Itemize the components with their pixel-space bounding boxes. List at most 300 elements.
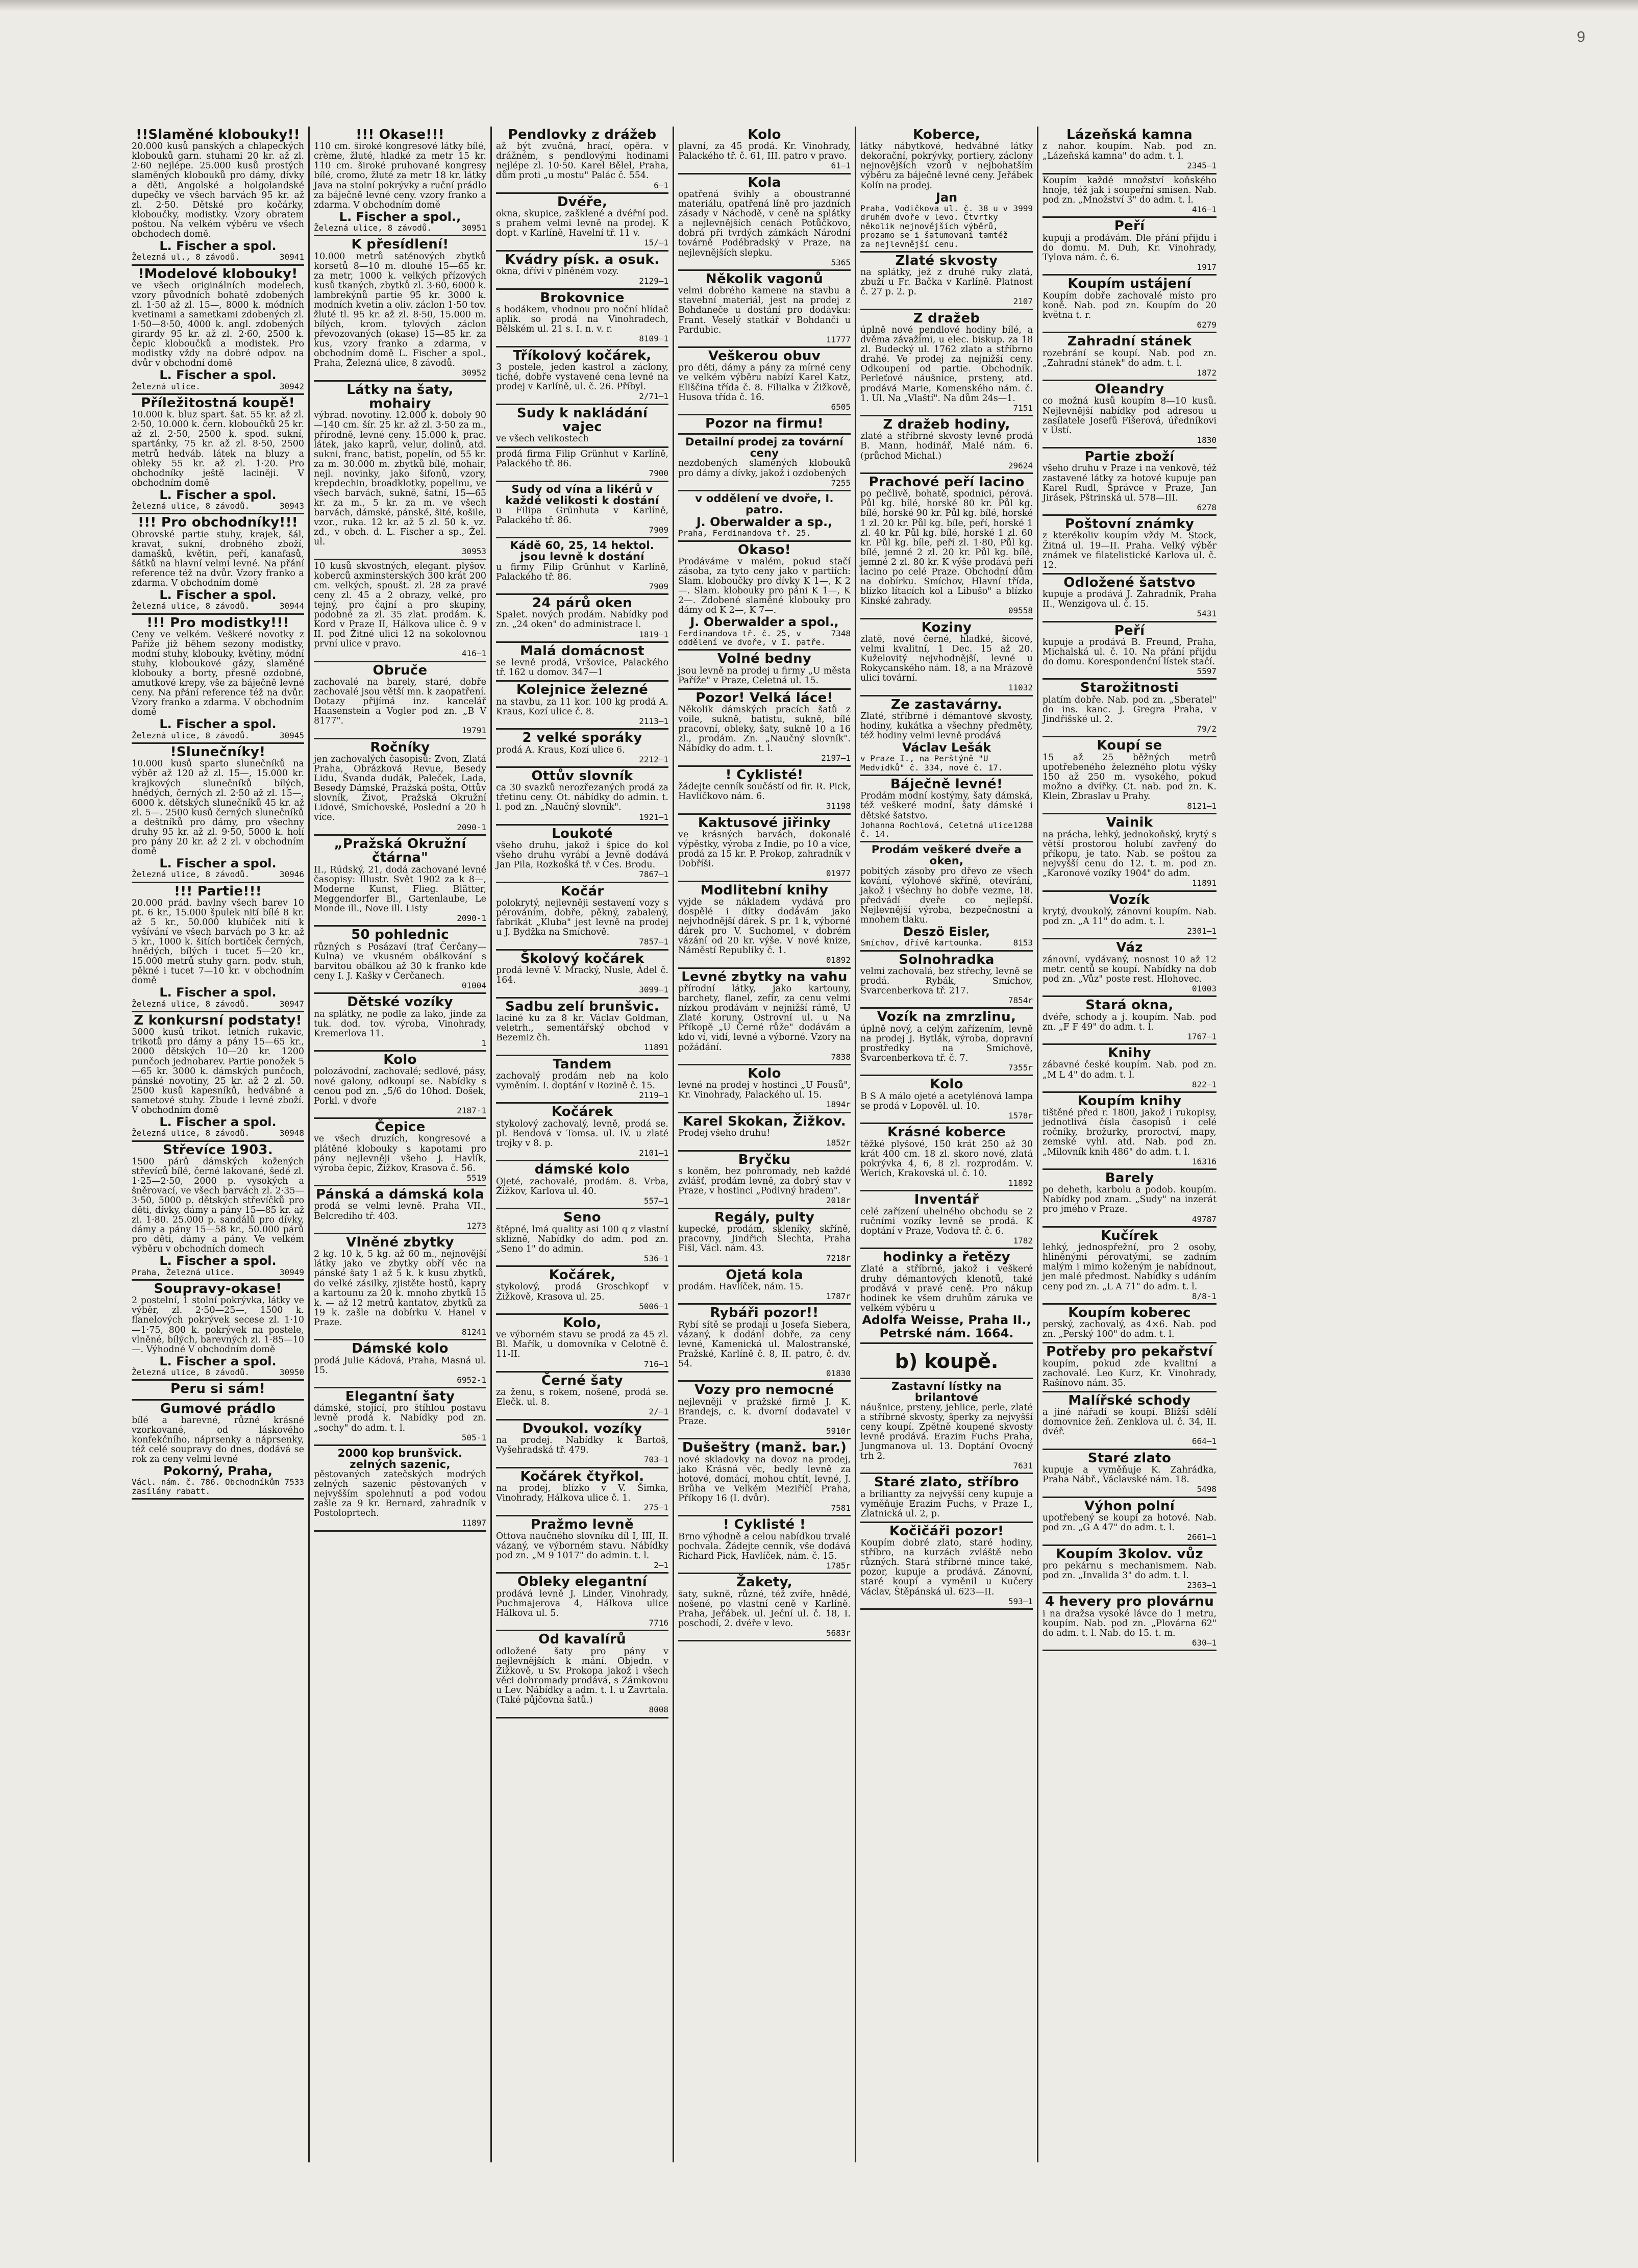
ad-code: 5519 xyxy=(466,1173,486,1183)
ad-signature: L. Fischer a spol., xyxy=(339,209,461,224)
ad-code: 2107 xyxy=(1013,296,1033,307)
ad-headline: Zlaté skvosty xyxy=(895,253,998,268)
ad-footer xyxy=(678,1629,851,1637)
classified-ad xyxy=(496,1574,668,1631)
ad-headline: Levné zbytky na vahu xyxy=(681,969,848,985)
ad-code: 30942 xyxy=(279,381,304,391)
ad-headline: Od kavalírů xyxy=(538,1632,626,1648)
ad-body: Rybí sítě se prodají u Josefa Siebera, vázaný, k dodání dobře, za ceny levné, Kamenická ul. Malostranské, Pražské, Karlíně č. 8, II. patro, č. dv. 54. xyxy=(678,1319,851,1369)
column-1 xyxy=(128,127,310,2162)
classified-ad xyxy=(314,1119,486,1186)
ad-headline: Peru si sám! xyxy=(170,1381,266,1397)
ad-headline: Obleky elegantní xyxy=(517,1574,648,1590)
ad-headline: dámské kolo xyxy=(534,1162,630,1178)
ad-footer xyxy=(496,181,668,190)
ad-body: prodá se velmi levně. Praha VII., Belcrediho tř. 403. xyxy=(314,1201,486,1222)
ad-footer xyxy=(678,1100,851,1109)
ad-headline: Ojetá kola xyxy=(726,1267,803,1283)
ad-footer xyxy=(132,253,304,261)
ad-headline: Brokovnice xyxy=(540,290,625,306)
classified-ad xyxy=(1043,1305,1217,1343)
ad-address: Železná ulice, 8 závodů. xyxy=(132,1128,250,1138)
ad-body: celé zařízení uhelného obchodu se 2 ručními vozíky levně se prodá. K doptání v Praze, Vodova tř. č. 6. xyxy=(860,1206,1033,1236)
ad-address: Smíchov, dřívě kartounka. xyxy=(860,938,983,948)
ad-headline: Vlněné zbytky xyxy=(346,1235,454,1251)
ad-footer xyxy=(678,1561,851,1570)
ad-headline: Koupím koberec xyxy=(1068,1305,1191,1321)
ad-headline: v oddělení ve dvoře, I. patro. xyxy=(695,492,834,516)
ad-code: 2129—1 xyxy=(639,276,668,286)
ad-headline: Karel Skokan, Žižkov. xyxy=(683,1113,846,1129)
ad-headline: Inventář xyxy=(914,1192,979,1208)
ad-headline: Kaktusové jiřinky xyxy=(698,815,831,831)
ad-code: 7348 xyxy=(831,628,851,638)
ad-footer xyxy=(678,1196,851,1205)
ad-code: 7255 xyxy=(831,478,851,488)
ad-headline: Příležitostná koupě! xyxy=(141,395,295,411)
ad-body: velmi dobrého kamene na stavbu a stavební materiál, jest na prodej z Bohdaneče u dostání pro dodávku: Frant. Veselý statkář v Bohdanči u Pardubic. xyxy=(678,286,851,335)
ad-address: Praha, Železná ulice. xyxy=(132,1267,235,1277)
ad-code: 1288 xyxy=(1013,820,1033,830)
ad-code: 30951 xyxy=(461,222,486,233)
ad-body: ve všech originálních modelech, vzory původních bohatě zdobených zl. 1·50 až zl. 15—, 8000 k. módních kvetinami a sametkami zdobených zl. 1·50—8·50, 4000 k. angl. zdobených girardy 95 kr. až zl. 2·60, 2500 k. čepic kloboučků a modistek. Pro modistky vždy na dobré odpov. na dvůr v obchodní domě xyxy=(132,280,304,369)
ad-code: 09558 xyxy=(1008,606,1033,616)
ad-headline: Dámské kolo xyxy=(352,1341,449,1357)
ad-signature: L. Fischer a spol. xyxy=(159,238,277,253)
ad-headline: Loukoté xyxy=(552,826,613,841)
ad-body: stykolový, prodá Groschkopf v Žižkově, Krasova ul. 25. xyxy=(496,1282,668,1302)
ad-body: pěstovaných zatečských modrých zelných sazenic pěstovaných v nejvyšším spolehnutí a pod vodou zašle za 9 kr. Bernard, zahradník v Postoloprtech. xyxy=(314,1469,486,1519)
ad-footer xyxy=(1043,1292,1217,1301)
ad-body: Zlaté, stříbrné i démantové skvosty, hodiny, kukátka a všechny předměty, též hodiny velmi levně prodává xyxy=(860,711,1033,741)
ad-code: 3099—1 xyxy=(639,985,668,995)
ad-headline: Bryčku xyxy=(738,1152,791,1167)
ad-headline: Elegantní šaty xyxy=(345,1389,455,1405)
ad-code: 6279 xyxy=(1197,319,1217,330)
ad-body: prodá levně V. Mracký, Nusle, Ádel č. 164. xyxy=(496,965,668,986)
ad-code: 1782 xyxy=(1013,1235,1033,1245)
ad-code: 7631 xyxy=(1013,1460,1033,1471)
ad-code: 11892 xyxy=(1008,1178,1033,1188)
ad-footer xyxy=(678,258,851,267)
classified-ad xyxy=(132,1281,304,1381)
ad-headline: Ze zastavárny. xyxy=(890,696,1003,712)
ad-code: 7857—1 xyxy=(639,937,668,947)
ad-footer xyxy=(314,1222,486,1230)
classified-ad xyxy=(1043,127,1217,175)
ad-footer xyxy=(1043,667,1217,676)
ad-headline: Černé šaty xyxy=(541,1373,624,1388)
ad-code: 8121—1 xyxy=(1187,801,1217,811)
ad-footer xyxy=(860,938,1033,947)
ad-headline: 4 hevery pro plovárnu xyxy=(1045,1594,1214,1610)
ad-signature: Pokorný, Praha, xyxy=(163,1464,273,1479)
ad-signature: Adolfa Weisse, Praha II., Petrské nám. 1664. xyxy=(862,1312,1031,1340)
ad-body: za ženu, s rokem, nošené, prodá se. Elečk. ul. 8. xyxy=(496,1387,668,1408)
ad-code: 630—1 xyxy=(1192,1637,1217,1648)
classified-ad xyxy=(678,1439,851,1516)
ad-headline: Gumové prádlo xyxy=(160,1401,276,1416)
ad-body: 10 kusů skvostných, elegant. plyšov. koberců axminsterských 300 krát 200 cm. velkých, spoušt. zl. 28 za pravé ceny zl. 45 a 2 obrazy, velké, pro tejný, pro čajní a pro skupiny, podobné za zl. 35 zlat. prodám. K. Kord v Praze II, Hálkova ulice č. 9 v II. pod Žitné ulici 12 na sokolovnou první ulice v pravo. xyxy=(314,561,486,650)
top-shadow-rule xyxy=(0,0,1638,11)
ad-address: Železná ulice, 8 závodů. xyxy=(132,1367,250,1377)
ad-footer xyxy=(1043,1638,1217,1647)
ad-code: 30948 xyxy=(279,1128,304,1138)
ad-body: polozávodní, zachovalé; sedlové, pásy, nové galony, odkoupí se. Nabídky s cenou pod zn. „5/6 do 10hod. Došek, Porkl. v dvoře xyxy=(314,1066,486,1106)
ad-code: 1921—1 xyxy=(639,812,668,822)
ad-signature: J. Oberwalder a spol., xyxy=(690,615,839,630)
ad-body: 3 postele, jeden kastrol a záclony, tiché, dobře vystavené cena levné na prodej v Karlíně, ul. č. 26. Příbyl. xyxy=(496,362,668,392)
ad-address: Železná ulice, 8 závodů. xyxy=(314,222,432,233)
ad-code: 1785r xyxy=(826,1560,851,1571)
ad-address: Železná ulice. xyxy=(132,381,201,391)
ad-body: co možná kusů koupím 8—10 kusů. Nejlevnější nabídky pod adresou u zasílatele Josefů Fišerová, úředníkovi v Ústí. xyxy=(1043,396,1217,436)
ad-code: 11891 xyxy=(643,1042,668,1053)
ad-headline: !!! Partie!!! xyxy=(174,883,262,899)
ad-code: 7900 xyxy=(649,468,668,479)
ad-headline: Peří xyxy=(1114,218,1145,234)
ad-code: 2/71—1 xyxy=(639,391,668,402)
ad-body: plavní, za 45 prodá. Kr. Vinohrady, Palackého tř. č. 61, III. patro v pravo. xyxy=(678,141,851,162)
ad-footer xyxy=(496,582,668,591)
ad-code: 8153 xyxy=(1013,938,1033,948)
ad-headline: Rybáři pozor!! xyxy=(710,1305,819,1321)
ad-footer xyxy=(496,1043,668,1052)
ad-body: všeho druhu v Praze i na venkově, též zastavené látky za hotové kupuje pan Karel Rudl, Šprávce v Praze, Jan Jirásek, Pštrinská ul. 578—III. xyxy=(1043,463,1217,503)
ad-footer xyxy=(314,368,486,377)
ad-code: 30941 xyxy=(279,252,304,262)
ad-headline: Vozy pro nemocné xyxy=(694,1382,834,1398)
ad-code: 31198 xyxy=(826,801,851,811)
ad-body: perský, zachovalý, as 4×6. Nab. pod zn. „Perský 100" do adm. t. l. xyxy=(1043,1319,1217,1340)
ad-code: 1830 xyxy=(1197,435,1217,445)
classified-ad xyxy=(678,175,851,271)
ad-headline: Pražmo levně xyxy=(531,1516,634,1532)
ad-body: kupuje a prodává J. Zahradník, Praha II., Wenzigova ul. č. 15. xyxy=(1043,589,1217,610)
classified-ad xyxy=(678,1516,851,1574)
classified-ad xyxy=(860,696,1033,777)
ad-headline: Modlitební knihy xyxy=(700,882,829,898)
ad-footer xyxy=(678,161,851,170)
ad-code: 2197—1 xyxy=(821,753,851,763)
ad-code: 7838 xyxy=(831,1052,851,1062)
ad-code: 703—1 xyxy=(643,1455,668,1465)
ad-body: zlatě, nové černé, hladké, šicové, velmi kvalitní, 1 Dec. 15 až 20. Kuželovitý nejvhodnější, levné u Rokycanského nám. 18, a na Mrázově ulici tovární. xyxy=(860,634,1033,684)
classified-ad xyxy=(314,1186,486,1234)
ad-headline: Poštovní známky xyxy=(1064,516,1195,532)
ad-footer xyxy=(496,1254,668,1263)
ad-headline: Volné bedny xyxy=(717,651,812,667)
ad-footer xyxy=(496,469,668,478)
ad-footer xyxy=(314,649,486,658)
ad-footer xyxy=(1043,1215,1217,1224)
ad-headline: Oleandry xyxy=(1095,382,1164,397)
ad-body: 2 postelní, 1 stolní pokrývka, látky ve výběr, zl. 2·50—25—, 1500 k. flanelových pokrývek secese zl. 1·10—1·75, 800 k. pokrývek na postele, vlněné, bílých, barevných zl. 1·85—10—. Výhodné V obchodním domě xyxy=(132,1295,304,1355)
classified-ad xyxy=(314,1052,486,1119)
ad-headline: !!! Okase!!! xyxy=(356,127,444,142)
classified-ad xyxy=(1043,892,1217,940)
ad-footer xyxy=(314,1376,486,1384)
ad-headline: Vozík xyxy=(1109,892,1150,908)
classified-ad xyxy=(678,435,851,491)
ad-footer xyxy=(1043,879,1217,887)
ad-footer xyxy=(678,869,851,878)
classified-ad xyxy=(496,1373,668,1420)
classified-ad xyxy=(1043,1045,1217,1093)
ad-code: 1872 xyxy=(1197,367,1217,378)
ad-code: 8008 xyxy=(649,1705,668,1715)
classified-ad xyxy=(496,538,668,595)
classified-ad xyxy=(860,1379,1033,1475)
classified-ad xyxy=(496,127,668,194)
ad-address: Václ. nám. č. 786. Obchodníkům zasílány rabatt. xyxy=(132,1477,279,1496)
ad-footer xyxy=(1043,609,1217,618)
ad-footer xyxy=(132,870,304,879)
ad-code: 664—1 xyxy=(1192,1436,1217,1447)
classified-ad xyxy=(678,271,851,348)
ad-signature: L. Fischer a spol. xyxy=(159,856,277,870)
ad-headline: Seno xyxy=(563,1210,601,1226)
ad-footer xyxy=(860,461,1033,470)
classified-ad xyxy=(1043,333,1217,381)
ad-headline: Malířské schody xyxy=(1068,1392,1191,1408)
ad-body: Spalet. nových prodám. Nabídky pod zn. „24 oken" do administrace l. xyxy=(496,610,668,630)
ad-body: zachovalý prodám neb na kolo vyměním. I. doptání v Rozině č. 15. xyxy=(496,1070,668,1091)
ad-signature: L. Fischer a spol. xyxy=(159,487,277,502)
classified-ad xyxy=(496,290,668,347)
ad-body: všeho druhu, jakož i špice do kol všeho druhu vyrábí a levně dodává Jan Pila, Rozkošká tř. v Čes. Brodu. xyxy=(496,840,668,870)
ad-code: 7854r xyxy=(1008,995,1033,1005)
ad-headline: hodinky a řetězy xyxy=(883,1250,1010,1265)
ad-code: 30945 xyxy=(279,730,304,740)
ad-code: 7355r xyxy=(1008,1062,1033,1073)
classified-ad xyxy=(496,1516,668,1574)
classified-ad xyxy=(496,252,668,290)
ad-body: výbrad. novotiny. 12.000 k. doboly 90—140 cm. šír. 25 kr. až zl. 3·50 za m., přírodně, levné ceny. 15.000 k. prac. látek, jako kaprů, velur, dolinů, atd. sukni, franc, batist, popelín, od 55 kr. za m. 30.000 m. zbytků bílé, mohair, nejl. novinky, jako šifonů, vzory, krepdechin, broadklotky, popelinu, ve všech barvách, sukně, šatní, 15—65 kr. za m., 5 kr. za m. ve všech barvách, dámské, pánské, šité, košile, vzor., ruka. 12 kr. až 5 zl. 50 k. vz. zd., v obch. d. L. Fischer a sp., Žel. ul. xyxy=(314,410,486,547)
ad-footer xyxy=(314,1039,486,1048)
classified-ad xyxy=(314,1388,486,1446)
classified-ad xyxy=(132,127,304,266)
ad-footer xyxy=(496,870,668,879)
ad-headline: Kučírek xyxy=(1101,1228,1158,1243)
ad-signature: L. Fischer a spol. xyxy=(159,368,277,383)
ad-body: úplně nový, a celým zařízením, levně na prodej J. Bytlák, výroba, dopravní prostředky na Smíchově, Švarcenberkova tř. č. 7. xyxy=(860,1024,1033,1063)
ad-code: 49787 xyxy=(1192,1214,1217,1224)
ad-headline: Kolo, xyxy=(563,1315,602,1331)
classified-ad xyxy=(496,194,668,252)
ad-body: II., Rúdský, 21, dodá zachované levné časopisy: Illustr. Svět 1902 za k 8—, Moderne Kunst, Flieg. Blätter, Meggendorfer Bl., Gartenlaube, Le Monde ill., Nove ill. Listy xyxy=(314,864,486,914)
ad-body: 1500 párů dámských kožených střevíců bílé, černé lakované, šedé zl. 1·25—2·50, 2000 p. vysokých a šněrovací, ve všech barvách zl. 2·35—3·50, 5000 p. dětských střevíčků pro děti, dívky, dámy a pány 15—85 kr. až zl. 1·80. 25.000 p. sandálů pro dívky, dámy a pány 15—58 kr., 50.000 párů pro děti, dámy a pány. Ve velkém výběru v obchodních domech xyxy=(132,1156,304,1255)
ad-footer xyxy=(860,404,1033,412)
classified-ad xyxy=(860,1124,1033,1191)
ad-headline: Dvéře, xyxy=(557,194,608,210)
ad-headline: Kočárek čtyřkol. xyxy=(520,1468,644,1484)
ad-body: dvéře, schody a j. koupím. Nab. pod zn. „F F 49" do adm. t. l. xyxy=(1043,1012,1217,1032)
ad-body: kupuje a prodává B. Freund, Praha, Michalská ul. č. 10. Na přání přijdu do domu. Korespondenční lístek stačí. xyxy=(1043,637,1217,667)
ad-footer xyxy=(860,754,1033,772)
ad-footer xyxy=(678,1138,851,1147)
ad-headline: Knihy xyxy=(1108,1045,1151,1061)
classified-ad xyxy=(1043,1093,1217,1170)
ad-code: 5006—1 xyxy=(639,1301,668,1311)
ad-footer xyxy=(132,502,304,510)
ad-body: dámské, stojící, pro štíhlou postavu levně prodá k. Nabídky pod zn. „sochy" do adm. t. l. xyxy=(314,1403,486,1433)
ad-headline: Koziny xyxy=(921,619,972,635)
ad-body: se levně prodá, Vršovice, Palackého tř. 162 u domov. 347—1 xyxy=(496,658,668,678)
ad-footer xyxy=(496,277,668,285)
ad-headline: Prachové peří lacino xyxy=(868,475,1025,490)
classified-ad xyxy=(678,1113,851,1152)
ad-address: Železná ul., 8 závodů. xyxy=(132,252,240,262)
ad-code: 11897 xyxy=(461,1518,486,1528)
ad-footer xyxy=(678,1369,851,1378)
ad-footer xyxy=(860,1236,1033,1245)
ad-headline: Stará okna, xyxy=(1085,998,1174,1013)
classified-ad xyxy=(678,1382,851,1439)
ad-code: 716—1 xyxy=(643,1359,668,1369)
ad-footer xyxy=(1043,927,1217,935)
classified-ad xyxy=(314,739,486,836)
ad-signature: L. Fischer a spol. xyxy=(159,1354,277,1368)
ad-body: zánovní, vydávaný, nosnost 10 až 12 metr. centů se koupí. Nabídky na dob pod zn. „Vůz" poste rest. Hlohovec. xyxy=(1043,954,1217,984)
ad-footer xyxy=(1043,1485,1217,1493)
ad-code: 30947 xyxy=(279,999,304,1009)
ad-footer xyxy=(496,1197,668,1205)
classified-ad xyxy=(314,382,486,560)
ad-body: velmi zachovalá, bez střechy, levně se prodá. Rybák, Smíchov, Švarcenberkova tř. 217. xyxy=(860,966,1033,996)
ad-body: různých s Posázaví (trať Čerčany—Kulna) ve vkusném obálkování s barvitou obálkou až 30 k franko kde ceny I. J. Kašky v Čerčanech. xyxy=(314,941,486,981)
ad-code: 29624 xyxy=(1008,460,1033,470)
ad-headline: Kvádry písk. a osuk. xyxy=(505,252,660,267)
classified-ad xyxy=(496,448,668,482)
classified-ad xyxy=(314,1446,486,1532)
ad-body: šaty, sukně, různé, též zvíře, hnědé, nošené, po vlastní ceně v Karlíně. Praha, Jeřábek. ul. Ječní ul. č. 18, I. poschodí, 2. dvéře v levo. xyxy=(678,1589,851,1629)
ad-body: Prodej všeho druhu! xyxy=(678,1128,771,1139)
ad-headline: Partie zboží xyxy=(1084,449,1175,465)
ad-footer xyxy=(1043,1533,1217,1541)
ad-body: Obrovské partie stuhy, krajek, šál, kravat, sukní, drobného zboží, damašků, květin, peří, kanafasů, šátků na hlavní velmi levné. Na přání reference též na dvůr. Vzory franko a zdarma. V obchodním domě xyxy=(132,529,304,588)
ad-headline: !!! Pro obchodníky!!! xyxy=(138,515,298,531)
ad-body: prodává levně J. Linder, Vinohrady, Puchmajerova 4, Hálkova ulice Hálkova ul. 5. xyxy=(496,1588,668,1618)
classified-ad xyxy=(496,1420,668,1468)
ad-body: 15 až 25 běžných metrů upotřebeného železného plotu výšky 150 až 250 m. vysokého, pokud možno a dvířky. Ct. nab. pod zn. K. Klein, Zbraslav u Prahy. xyxy=(1043,752,1217,802)
classified-ad xyxy=(314,836,486,927)
classified-ad xyxy=(678,348,851,415)
ad-code: 2345—1 xyxy=(1187,161,1217,171)
ad-code: 822—1 xyxy=(1192,1079,1217,1089)
ad-footer xyxy=(860,1063,1033,1072)
ad-headline: Koupím ustájení xyxy=(1068,276,1192,292)
ad-body: ca 30 svazků nerozřezaných prodá za třetinu ceny. Ot. nábídky do admin. t. l. pod zn. „Naučný slovník". xyxy=(496,783,668,813)
ad-body: upotřebený se koupí za hotové. Nab. pod zn. „G A 47" do adm. t. l. xyxy=(1043,1513,1217,1533)
ad-code: 30952 xyxy=(461,368,486,378)
ad-footer xyxy=(314,914,486,923)
ad-headline: Kola xyxy=(748,175,781,190)
ad-headline: Kádě 60, 25, 14 hektol. jsou levně k dostání xyxy=(510,539,655,563)
ad-headline: Kolo xyxy=(748,127,781,142)
ad-headline: Váz xyxy=(1116,940,1143,956)
classified-ad xyxy=(132,1012,304,1141)
ad-headline: 2000 kop brunšvick. zelných sazenic, xyxy=(337,1447,463,1471)
ad-signature: Deszö Eisler, xyxy=(903,924,990,939)
ad-headline: 50 pohlednic xyxy=(351,927,449,943)
ad-headline: Regály, pulty xyxy=(714,1209,814,1225)
classified-ad xyxy=(1043,448,1217,516)
classified-ad xyxy=(1043,1170,1217,1228)
ad-headline: Detailní prodej za tovární ceny xyxy=(685,436,843,460)
ad-body: až být zvučná, hrací, opěra. v drážném, s pendlovými hodinami nejlépe zl. 10·50. Karel Bělel, Praha, dům proti „u mostu" Palác č. 554. xyxy=(496,141,668,181)
classified-ad xyxy=(860,253,1033,310)
ad-code: 3999 xyxy=(1013,203,1033,213)
ad-address: Železná ulice, 8 závodů. xyxy=(132,869,250,880)
ad-footer xyxy=(860,683,1033,692)
ad-code: 1767—1 xyxy=(1187,1031,1217,1041)
ad-address: Ferdinandova tř. č. 25, v oddělení ve dvoře, v I. patře. xyxy=(678,628,826,647)
ad-code: 7533 xyxy=(284,1477,304,1487)
classified-ad xyxy=(678,1267,851,1305)
ad-body: Ceny ve velkém. Veškeré novotky z Paříže již během sezony modistky, modní stuhy, klobouky, květiny, módní stuhy, kloboukové gázy, slaměné klobouky a borty, přesně ozdobné, amutkové krepy, vše za báječně levné ceny. Na přání reference též na dvůr. Vzory franko a zdarma. V obchodním domě xyxy=(132,629,304,718)
ad-footer xyxy=(314,726,486,735)
ad-body: Brno výhodně a celou nabídkou trvalé pochvala. Žádejte cenník, vše dodává Richard Pick, Havlíček, nám. č. 15. xyxy=(678,1531,851,1561)
ad-body: prodá firma Filip Grünhut v Karlíně, Palackého tř. 86. xyxy=(496,449,668,469)
ad-body: zlaté a stříbrné skvosty levně prodá B. Mann, hodinář, Malé nám. 6. (průchod Michal.) xyxy=(860,431,1033,461)
ad-body: zachovalé na barely, staré, dobře zachovalé jsou větší mn. k zaopatření. Dotazy přijímá inz. kancelář Haasenstein a Vogler pod zn. „B V 8177". xyxy=(314,677,486,727)
ad-footer xyxy=(496,1705,668,1714)
classified-ad xyxy=(860,952,1033,1009)
ad-code: 2/—1 xyxy=(649,1407,668,1417)
classified-ad xyxy=(678,690,851,767)
classified-ad xyxy=(860,127,1033,253)
ad-headline: Sadbu zelí brunšvic. xyxy=(505,999,659,1014)
ad-headline: Koupí se xyxy=(1097,738,1162,754)
ad-headline: Potřeby pro pekařství xyxy=(1046,1344,1213,1360)
ad-footer xyxy=(496,1618,668,1627)
ad-code: 30944 xyxy=(279,601,304,611)
classified-ad xyxy=(496,1161,668,1209)
classified-ad xyxy=(678,815,851,882)
ad-headline: Několik vagonů xyxy=(705,271,824,287)
ad-footer xyxy=(314,1518,486,1527)
classified-ad xyxy=(496,482,668,539)
ad-body: kupecké, prodám, skleníky, skříně, pracovny, Jindřich Šlechta, Praha Fišl, Václ. nám. 43. xyxy=(678,1224,851,1254)
classified-ad xyxy=(860,416,1033,474)
ad-body: na splátky, jež z druhé ruky zlatá, zbuží u Fr. Bačka v Karlíně. Platnost č. 27 p. 2. p. xyxy=(860,267,1033,297)
ad-footer xyxy=(1043,802,1217,810)
ad-headline: Pozor na firmu! xyxy=(705,416,824,432)
classified-ad xyxy=(132,514,304,614)
classified-ad xyxy=(314,127,486,236)
ad-body: vyjde se nákladem vydává pro dospělé i dítky dodávám jako nejvhodnější dárek. S pr. 1 k, výborné dárek pro V. Suchomel, v dobrém vázání od 20 kr. výše. V nové knize, Náměstí Republiky č. 1. xyxy=(678,897,851,956)
ad-footer xyxy=(496,1503,668,1512)
ad-headline: Kolo xyxy=(383,1052,417,1068)
ad-footer xyxy=(496,717,668,726)
classified-ad xyxy=(1043,516,1217,575)
column-4 xyxy=(674,127,856,2162)
ad-code: 01830 xyxy=(826,1368,851,1378)
ad-footer xyxy=(678,629,851,647)
ad-code: 01892 xyxy=(826,955,851,965)
ad-body: na stavbu, za 11 kor. 100 kg prodá A. Kraus, Kozí ulice č. 8. xyxy=(496,696,668,717)
ad-headline: Dvoukol. vozíky xyxy=(522,1420,642,1436)
ad-body: Ottova naučného slovníku díl I, III, II. vázaný, ve výborném stavu. Nábídky pod zn. „M 9 1017" do admin. t. l. xyxy=(496,1531,668,1561)
classified-ad xyxy=(1043,1228,1217,1305)
ad-code: 7716 xyxy=(649,1617,668,1628)
classified-ad xyxy=(860,1076,1033,1124)
ad-footer xyxy=(860,1111,1033,1120)
classified-ad xyxy=(678,542,851,651)
ad-headline: Odložené šatstvo xyxy=(1063,575,1196,590)
ad-footer xyxy=(132,1478,304,1496)
